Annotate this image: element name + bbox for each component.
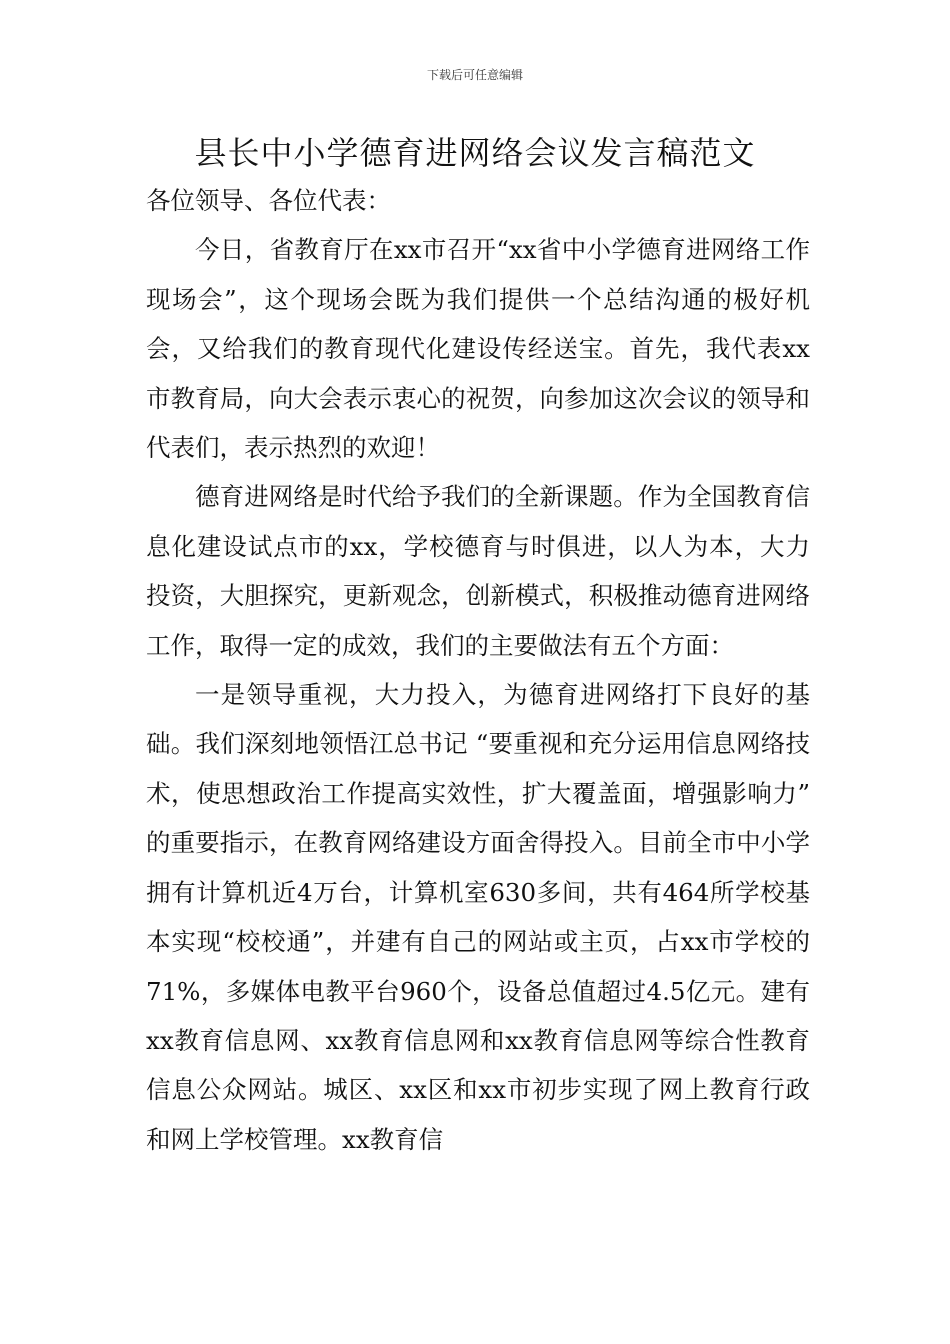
document-title: 县长中小学德育进网络会议发言稿范文 (194, 134, 756, 172)
document-body (146, 176, 810, 1164)
paragraph-3: 一是领导重视，大力投入，为德育进网络打下良好的基础。我们深刻地领悟江总书记 “要重视和充分运用信息网络技术，使思想政治工作提高实效性，扩大覆盖面，增强影响力” 的重要指示，在教育网络建设方面舍得投入。目前全市中小学拥有计算机近4万台，计算机室630多间，共有464所学校基本实现“校校通”，并建有自己的网站或主页，占xx市学校的71%，多媒体电教平台960个，设备总值超过4.5亿元。建有xx教育信息网、xx教育信息网和xx教育信息网等综合性教育信息公众网站。城区、xx区和xx市初步实现了网上教育行政和网上学校管理。xx教育信 (146, 680, 810, 1154)
salutation: 各位领导、各位代表： (146, 186, 391, 215)
paragraph-1: 今日，省教育厅在xx市召开“xx省中小学德育进网络工作现场会”，这个现场会既为我们提供一个总结沟通的极好机会，又给我们的教育现代化建设传经送宝。首先，我代表xx市教育局，向大会表示衷心的祝贺，向参加这次会议的领导和代表们，表示热烈的欢迎！ (146, 235, 810, 463)
header-note: 下载后可任意编辑 (426, 68, 523, 82)
paragraph-2: 德育进网络是时代给予我们的全新课题。作为全国教育信息化建设试点市的xx，学校德育与时俱进，以人为本，大力投资，大胆探究，更新观念，创新模式，积极推动德育进网络工作，取得一定的成效，我们的主要做法有五个方面： (146, 482, 810, 660)
